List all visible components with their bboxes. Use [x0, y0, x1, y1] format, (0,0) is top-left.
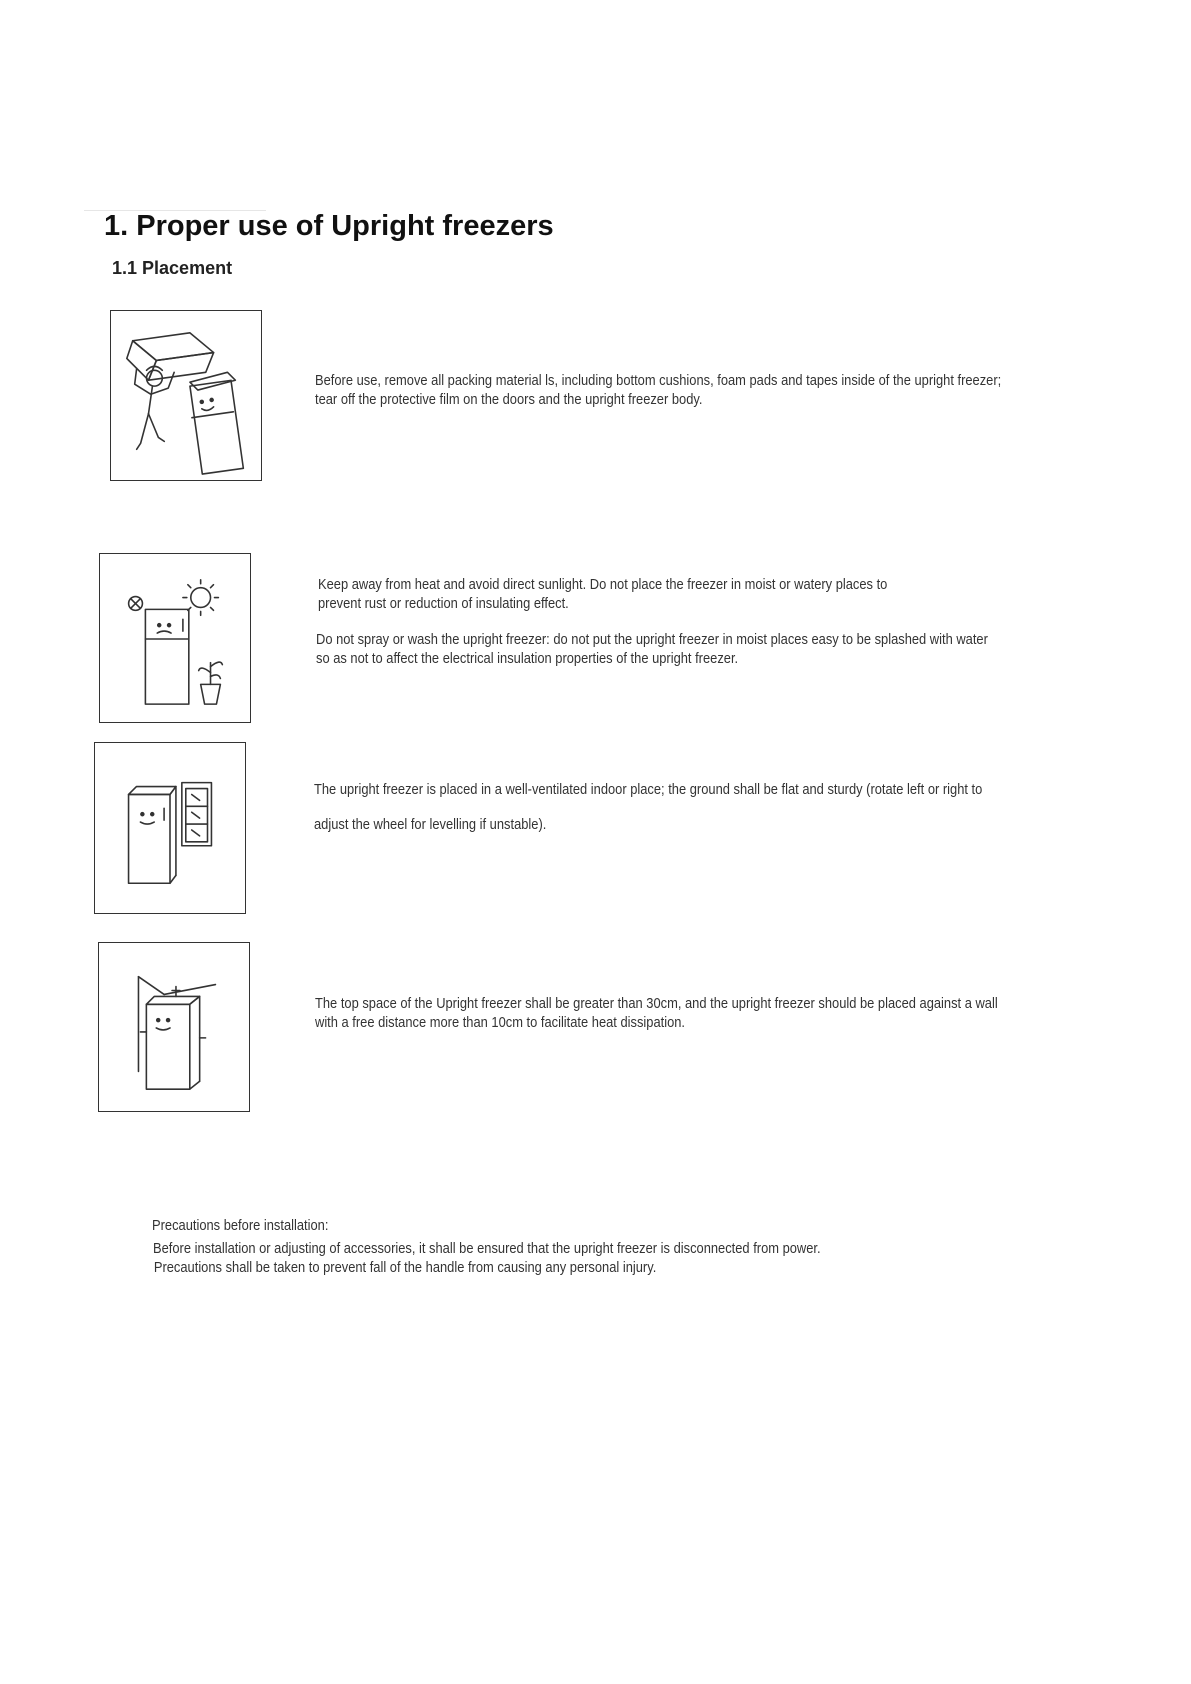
placement-instruction-1: Before use, remove all packing material ls, including bottom cushions, foam pads and tapes inside of the upright freezer; tear off the protective film on the doors and the upright freezer body.	[315, 372, 1002, 408]
person-unpacking-freezer-illustration	[110, 310, 262, 481]
placement-instruction-3: The upright freezer is placed in a well-ventilated indoor place; the ground shall be flat and sturdy (rotate left or right to adjust the wheel for levelling if unstable).	[314, 781, 983, 833]
placement-instruction-2a: Keep away from heat and avoid direct sunlight. Do not place the freezer in moist or watery places to prevent rust or reduction of insulating effect.	[318, 576, 888, 612]
placement-instruction-4: The top space of the Upright freezer shall be greater than 30cm, and the upright freezer should be placed against a wall with a free distance more than 10cm to facilitate heat dissipation.	[315, 995, 998, 1031]
ventilated-room-illustration	[94, 742, 246, 914]
placement-instruction-2b: Do not spray or wash the upright freezer: do not put the upright freezer in moist places easy to be splashed with water so as not to affect the electrical insulation properties of the upright freezer.	[316, 631, 988, 667]
heat-sunlight-warning-illustration	[99, 553, 251, 723]
section-title: 1. Proper use of Upright freezers	[104, 210, 554, 242]
subsection-title: 1.1 Placement	[112, 258, 233, 278]
wall-clearance-illustration	[98, 942, 250, 1112]
precautions-text: Before installation or adjusting of accessories, it shall be ensured that the upright freezer is disconnected from power. Precautions shall be taken to prevent fall of the handle from causing any personal injury.	[153, 1240, 821, 1276]
precautions-heading: Precautions before installation:	[152, 1217, 329, 1234]
